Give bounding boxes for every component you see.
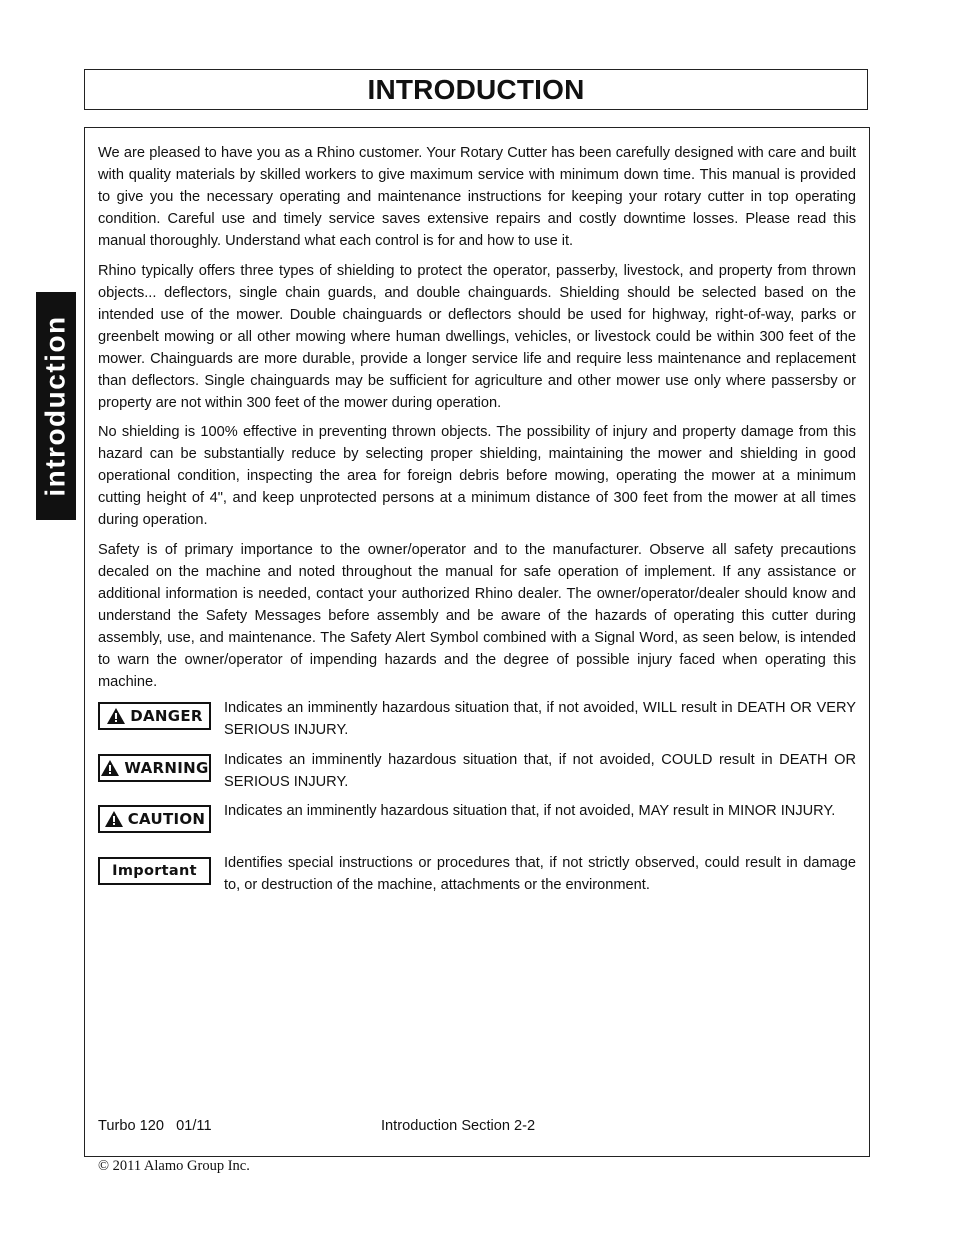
alert-triangle-icon: [100, 759, 120, 777]
page-title: INTRODUCTION: [367, 73, 585, 105]
signal-row-important: [98, 852, 856, 904]
copyright-notice: © 2011 Alamo Group Inc.: [98, 1158, 250, 1174]
warning-badge: [98, 754, 211, 782]
important-badge: [98, 857, 211, 885]
side-tab-label: introduction: [40, 315, 72, 497]
danger-description: Indicates an imminently hazardous situation that, if not avoided, WILL result in DEATH OR VERY SERIOUS INJURY.: [224, 700, 856, 738]
signal-word-list: [98, 697, 856, 903]
caution-badge: [98, 805, 211, 833]
paragraph-welcome: We are pleased to have you as a Rhino customer. Your Rotary Cutter has been carefully designed with care and built with quality materials by skilled workers to give maximum service with minimum down time. This manual is provided to give you the necessary operating and maintenance instructions for keeping your rotary cutter in top operating condition. Careful use and timely service saves extensive repairs and costly downtime losses. Please read this manual thoroughly. Understand what each control is for and how to use it.: [98, 145, 856, 249]
danger-badge: [98, 702, 211, 730]
caution-label: CAUTION: [127, 810, 206, 828]
caution-description: Indicates an imminently hazardous situation that, if not avoided, MAY result in MINOR INJURY.: [224, 803, 836, 819]
signal-row-warning: [98, 749, 856, 801]
intro-body: [98, 142, 856, 700]
paragraph-safety: Safety is of primary importance to the owner/operator and to the manufacturer. Observe all safety precautions decaled on the machine and noted throughout the manual for safe operation of implement. If any assistance or additional information is needed, contact your authorized Rhino dealer. The owner/operator/dealer should know and understand the Safety Messages before assembly and be aware of the hazards of operating this cutter during assembly, use, and maintenance. The Safety Alert Symbol combined with a Signal Word, as seen below, is intended to warn the owner/operator of impending hazards and the degree of possible injury faced when operating this machine.: [98, 541, 856, 690]
footer-section: Introduction Section 2-2: [381, 1118, 536, 1134]
footer-model: Turbo 120 01/11: [98, 1118, 212, 1134]
signal-row-caution: [98, 800, 856, 852]
alert-triangle-icon: [104, 810, 124, 828]
important-description: Identifies special instructions or procedures that, if not strictly observed, could result in damage to, or destruction of the machine, attachments or the environment.: [224, 854, 856, 893]
alert-triangle-icon: [106, 707, 126, 725]
signal-row-danger: [98, 697, 856, 749]
paragraph-shielding: Rhino typically offers three types of shielding to protect the operator, passerby, livestock, and property from thrown objects... deflectors, single chain guards, and double chainguards. Shielding should be selected based on the intended use of the mower. Double chainguards or deflectors should be used for highway, right-of-way, parks or greenbelt mowing or all other mowing where human dwellings, vehicles, or livestock could be within 300 feet of the mower. Chainguards are more durable, provide a longer service life and require less maintenance and replacement than deflectors. Single chainguards may be sufficient for agriculture and other mower use only where passersby or property are not within 300 feet of the mower during operation.: [98, 262, 856, 411]
paragraph-thrown-objects: No shielding is 100% effective in preventing thrown objects. The possibility of injury and property damage from this hazard can be substantially reduce by selecting proper shielding, maintaining the mower and shielding in good operational condition, inspecting the area for foreign debris before mowing, operating the mower at a minimum cutting height of 4", and keep unprotected persons at a minimum distance of 300 feet from the mower at all times during operation.: [98, 424, 856, 528]
page-title-box: [84, 69, 868, 110]
important-label: Important: [112, 862, 197, 879]
section-side-tab: [36, 292, 76, 520]
danger-label: DANGER: [130, 707, 203, 725]
warning-label: WARNING: [124, 758, 209, 777]
warning-description: Indicates an imminently hazardous situation that, if not avoided, COULD result in DEATH OR SERIOUS INJURY.: [224, 751, 856, 790]
